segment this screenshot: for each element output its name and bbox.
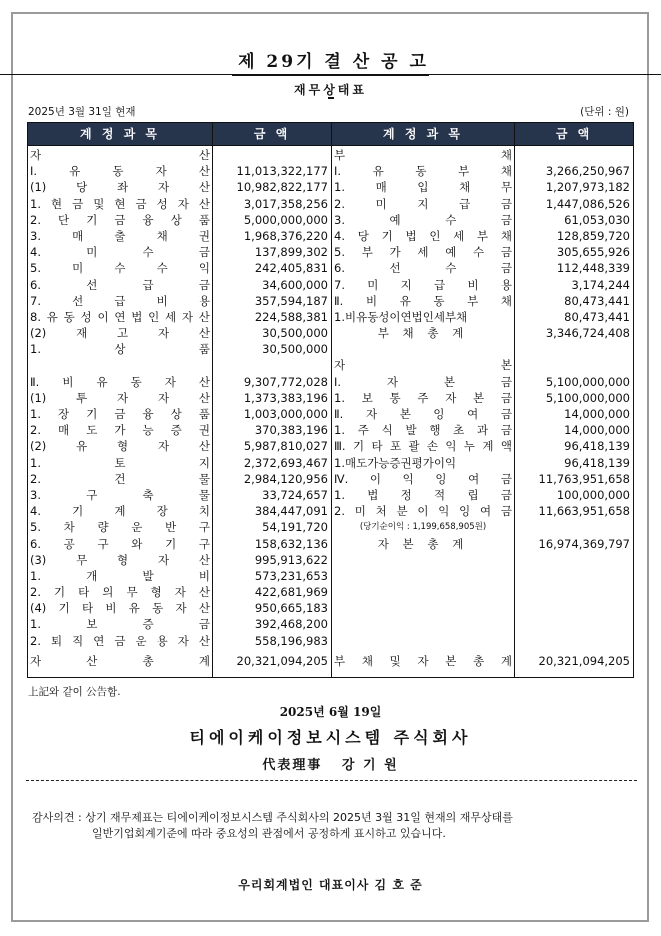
left-amount-cell: 158,632,136 bbox=[254, 536, 328, 551]
left-amount-cell: 422,681,969 bbox=[254, 585, 328, 600]
left-account-cell: 1. 상 품 bbox=[30, 342, 210, 357]
left-account-cell: 1. 토 지 bbox=[30, 455, 210, 470]
right-amount-cell: 3,266,250,967 bbox=[545, 164, 630, 179]
right-account-cell: Ⅳ. 이 익 잉 여 금 bbox=[334, 471, 512, 486]
left-amount-cell: 33,724,657 bbox=[262, 487, 328, 502]
left-amount-cell: 5,987,810,027 bbox=[243, 439, 328, 454]
right-amount-cell: 96,418,139 bbox=[564, 455, 630, 470]
left-account-cell: (2) 재 고 자 산 bbox=[30, 326, 210, 341]
right-account-cell: 1. 매 입 채 무 bbox=[334, 180, 512, 195]
right-account-cell: 2. 미 지 급 금 bbox=[334, 196, 512, 211]
right-account-cell: 1. 법 정 적 립 금 bbox=[334, 487, 512, 502]
left-account-cell: 2. 퇴 직 연 금 운 용 자 산 bbox=[30, 633, 210, 648]
right-account-cell: 자 본 bbox=[334, 358, 512, 373]
left-amount-cell: 30,500,000 bbox=[262, 342, 328, 357]
left-account-cell: 자 산 bbox=[30, 148, 210, 162]
right-account-cell: 부 채 총 계 bbox=[377, 326, 469, 341]
right-account-cell: 5. 부 가 세 예 수 금 bbox=[334, 245, 512, 260]
left-account-cell: 6. 공 구 와 기 구 bbox=[30, 536, 210, 551]
right-account-cell: 6. 선 수 금 bbox=[334, 261, 512, 276]
left-amount-cell: 10,982,822,177 bbox=[236, 180, 328, 195]
right-amount-cell: 100,000,000 bbox=[556, 487, 630, 502]
left-amount-cell: 54,191,720 bbox=[262, 520, 328, 535]
left-amount-cell: 3,017,358,256 bbox=[243, 196, 328, 211]
right-amount-cell: 1,447,086,526 bbox=[545, 196, 630, 211]
left-amount-cell: 558,196,983 bbox=[254, 633, 328, 648]
left-account-cell: 1. 장 기 금 융 상 품 bbox=[30, 407, 210, 421]
header-account-left: 계 정 과 목 bbox=[28, 123, 212, 145]
right-account-cell: 2. 미 처 분 이 익 잉 여 금 bbox=[334, 504, 512, 519]
total-assets-amount: 20,321,094,205 bbox=[236, 654, 328, 668]
left-amount-cell: 1,373,383,196 bbox=[243, 390, 328, 405]
left-account-cell: 7. 선 급 비 용 bbox=[30, 293, 210, 308]
right-account-cell: Ⅲ. 기 타 포 괄 손 익 누 계 액 bbox=[334, 439, 512, 454]
right-amount-cell: 5,100,000,000 bbox=[545, 390, 630, 405]
left-amount-cell: 224,588,381 bbox=[254, 309, 328, 324]
right-account-column bbox=[332, 147, 514, 552]
page-title: 제 29기 결 산 공 고 bbox=[0, 47, 661, 95]
right-amount-cell: 14,000,000 bbox=[564, 423, 630, 438]
right-account-cell: 1. 보 통 주 자 본 금 bbox=[334, 390, 512, 405]
right-amount-cell: 1,207,973,182 bbox=[545, 180, 630, 195]
left-account-cell: 1. 보 증 금 bbox=[30, 617, 210, 632]
right-account-cell: 1.매도가능증권평가이익 bbox=[334, 455, 457, 470]
right-account-cell: Ⅱ. 비 유 동 부 채 bbox=[334, 293, 512, 308]
right-amount-cell: 80,473,441 bbox=[564, 309, 630, 324]
right-amount-cell: 14,000,000 bbox=[564, 407, 630, 421]
left-amount-cell: 1,003,000,000 bbox=[243, 407, 328, 421]
right-account-cell: Ⅰ. 유 동 부 채 bbox=[334, 164, 512, 179]
left-account-cell: 3. 매 출 채 권 bbox=[30, 228, 210, 243]
right-amount-cell: 11,663,951,658 bbox=[538, 504, 630, 519]
right-amount-cell bbox=[515, 341, 633, 357]
left-amount-cell: 137,899,302 bbox=[254, 245, 328, 260]
left-amount-cell: 11,013,322,177 bbox=[236, 164, 328, 179]
left-amount-cell: 34,600,000 bbox=[262, 277, 328, 292]
right-account-cell: 7. 미 지 급 비 용 bbox=[334, 277, 512, 292]
left-account-cell: 4. 미 수 금 bbox=[30, 245, 210, 260]
right-amount-cell: 61,053,030 bbox=[564, 212, 630, 227]
left-account-cell: 1. 개 발 비 bbox=[30, 568, 210, 583]
left-amount-column bbox=[213, 147, 331, 649]
right-amount-cell: 16,974,369,797 bbox=[538, 536, 630, 551]
right-amount-cell: 305,655,926 bbox=[556, 245, 630, 260]
left-account-cell: 2. 기 타 의 무 형 자 산 bbox=[30, 585, 210, 600]
left-amount-cell: 2,372,693,467 bbox=[243, 455, 328, 470]
right-amount-cell: 3,346,724,408 bbox=[545, 326, 630, 341]
left-account-cell: 6. 선 급 금 bbox=[30, 277, 210, 292]
right-amount-cell: 3,174,244 bbox=[571, 277, 630, 292]
announcement-date: 2025년 6월 19일 bbox=[279, 705, 382, 719]
right-account-cell: 자 본 총 계 bbox=[377, 536, 469, 551]
left-account-cell: (1) 당 좌 자 산 bbox=[30, 180, 210, 195]
left-amount-cell bbox=[213, 357, 331, 373]
left-amount-cell: 573,231,653 bbox=[254, 568, 328, 583]
left-account-cell: (1) 투 자 자 산 bbox=[30, 390, 210, 405]
left-amount-cell: 384,447,091 bbox=[254, 504, 328, 519]
left-amount-cell: 9,307,772,028 bbox=[243, 374, 328, 389]
statement-subtitle: 재무상태표 bbox=[294, 83, 367, 97]
left-amount-cell: 1,968,376,220 bbox=[243, 228, 328, 243]
left-account-cell: (2) 유 형 자 산 bbox=[30, 439, 210, 454]
left-account-cell: 5. 차 량 운 반 구 bbox=[30, 520, 210, 535]
right-amount-column bbox=[515, 147, 633, 552]
right-amount-cell: 96,418,139 bbox=[564, 439, 630, 454]
company-name: 티에이케이정보시스템 주식회사 bbox=[189, 728, 472, 747]
right-amount-cell bbox=[515, 357, 633, 373]
left-amount-cell: 995,913,622 bbox=[254, 552, 328, 567]
ceo-name: 代表理事 강 기 원 bbox=[262, 758, 399, 773]
closing-statement: 上記와 같이 公告함. bbox=[28, 686, 121, 698]
left-account-cell: 2. 단 기 금 융 상 품 bbox=[30, 212, 210, 227]
left-account-cell: 2. 건 물 bbox=[30, 471, 210, 486]
right-amount-cell: 5,100,000,000 bbox=[545, 374, 630, 389]
left-account-cell: 3. 구 축 물 bbox=[30, 487, 210, 502]
right-amount-cell bbox=[515, 519, 633, 535]
auditor-name: 우리회계법인 대표이사 김 호 준 bbox=[238, 878, 423, 892]
left-amount-cell: 950,665,183 bbox=[254, 601, 328, 616]
right-amount-cell: 11,763,951,658 bbox=[538, 471, 630, 486]
divider bbox=[26, 780, 637, 781]
total-assets-label: 자 산 총 계 bbox=[30, 654, 210, 668]
right-account-cell: Ⅱ. 자 본 잉 여 금 bbox=[334, 407, 512, 421]
left-account-cell: 5. 미 수 수 익 bbox=[30, 261, 210, 276]
total-liabilities-equity-label: 부 채 및 자 본 총 계 bbox=[334, 654, 512, 668]
unit-label: (단위 : 원) bbox=[580, 106, 629, 118]
left-account-cell: Ⅰ. 유 동 자 산 bbox=[30, 164, 210, 179]
total-liabilities-equity-amount: 20,321,094,205 bbox=[538, 654, 630, 668]
right-account-cell: (당기순이익 : 1,199,658,905원) bbox=[359, 522, 487, 533]
left-account-cell: 1. 현 금 및 현 금 성 자 산 bbox=[30, 196, 210, 211]
left-amount-cell: 392,468,200 bbox=[254, 617, 328, 632]
right-account-cell: 1. 주 식 발 행 초 과 금 bbox=[334, 423, 512, 438]
audit-opinion bbox=[32, 810, 632, 842]
balance-sheet-table bbox=[27, 122, 634, 678]
right-account-cell bbox=[332, 341, 514, 357]
left-amount-cell bbox=[213, 147, 331, 163]
left-amount-cell: 5,000,000,000 bbox=[243, 212, 328, 227]
left-account-cell: (4) 기 타 비 유 동 자 산 bbox=[30, 601, 210, 616]
right-account-cell: 4. 당 기 법 인 세 부 채 bbox=[334, 228, 512, 243]
right-account-cell: Ⅰ. 자 본 금 bbox=[334, 374, 512, 389]
header-amount-right: 금 액 bbox=[515, 123, 633, 145]
right-amount-cell: 80,473,441 bbox=[564, 293, 630, 308]
statement-date: 2025년 3월 31일 현재 bbox=[28, 106, 136, 118]
header-amount-left: 금 액 bbox=[213, 123, 331, 145]
left-amount-cell: 30,500,000 bbox=[262, 326, 328, 341]
left-amount-cell: 242,405,831 bbox=[254, 261, 328, 276]
left-account-cell: 4. 기 계 장 치 bbox=[30, 504, 210, 519]
left-account-cell: 2. 매 도 가 능 증 권 bbox=[30, 423, 210, 438]
right-account-cell: 1.비유동성이연법인세부채 bbox=[334, 309, 468, 324]
right-account-cell: 3. 예 수 금 bbox=[334, 212, 512, 227]
audit-line-2: 일반기업회계기준에 따라 중요성의 관점에서 공정하게 표시하고 있습니다. bbox=[92, 827, 446, 840]
audit-line-1: 감사의견 : 상기 재무제표는 티에이케이정보시스템 주식회사의 2025년 3월 31일 현재의 재무상태를 bbox=[32, 811, 513, 824]
left-account-cell: 8. 유 동 성 이 연 법 인 세 자 산 bbox=[30, 309, 210, 324]
left-account-cell: Ⅱ. 비 유 동 자 산 bbox=[30, 374, 210, 389]
left-amount-cell: 357,594,187 bbox=[254, 293, 328, 308]
left-amount-cell: 370,383,196 bbox=[254, 423, 328, 438]
right-amount-cell: 112,448,339 bbox=[556, 261, 630, 276]
left-account-column bbox=[28, 147, 212, 649]
left-account-cell: (3) 무 형 자 산 bbox=[30, 552, 210, 567]
right-amount-cell: 128,859,720 bbox=[556, 228, 630, 243]
right-account-cell: 부 채 bbox=[334, 148, 512, 162]
left-amount-cell: 2,984,120,956 bbox=[243, 471, 328, 486]
left-account-cell bbox=[28, 357, 212, 373]
right-amount-cell bbox=[515, 147, 633, 163]
header-account-right: 계 정 과 목 bbox=[332, 123, 514, 145]
